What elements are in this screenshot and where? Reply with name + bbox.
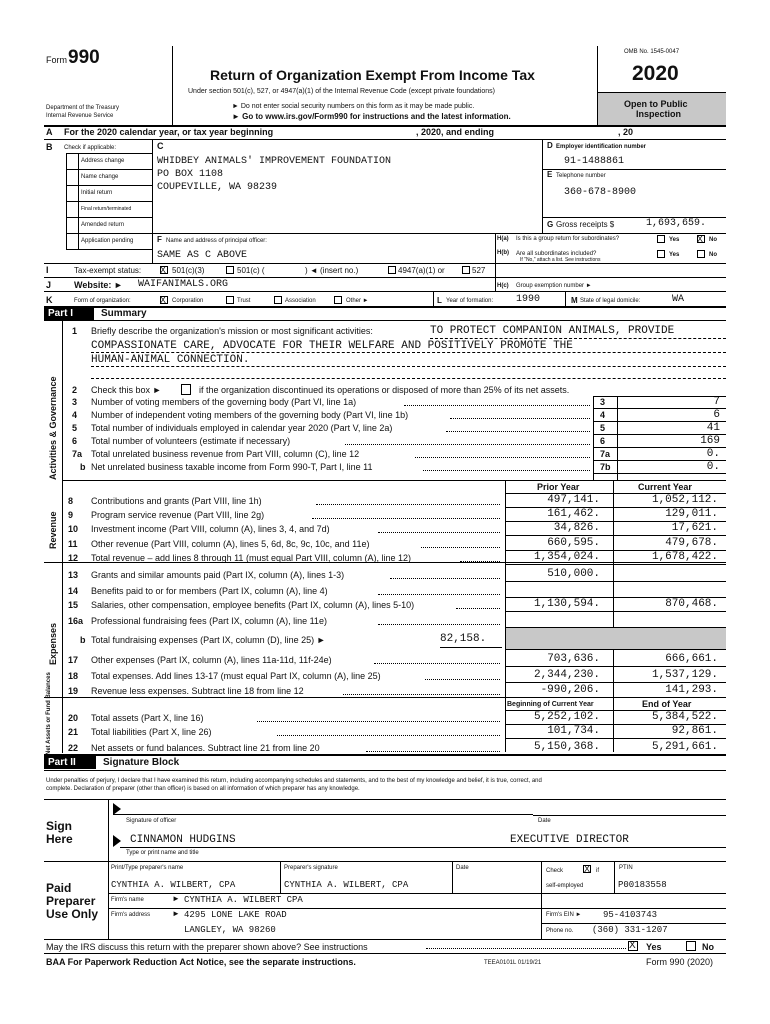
mission-line3: HUMAN-ANIMAL CONNECTION.	[91, 354, 250, 366]
officer-label: Name and address of principal officer:	[166, 238, 267, 244]
line-i-letter: I	[46, 265, 49, 275]
org-address1: PO BOX 1108	[157, 169, 224, 180]
hb-yes: Yes	[669, 252, 680, 258]
dotted-leader	[415, 457, 590, 458]
current-year-value: 479,678.	[665, 537, 718, 549]
gov-line-value: 41	[706, 422, 720, 434]
dotted-leader	[378, 594, 500, 595]
gov-line-value: 6	[713, 409, 720, 421]
line1-text: Briefly describe the organization's mission or most significant activities:	[91, 326, 373, 336]
use-only-label: Use Only	[46, 907, 99, 921]
fin-line-num: 18	[68, 671, 79, 681]
fin-line-text: Salaries, other compensation, employee benefits (Part IX, column (A), lines 5-10)	[91, 600, 415, 610]
gov-line-text: Total unrelated business revenue from Part VIII, column (C), line 12	[91, 449, 360, 459]
line2-num: 2	[72, 385, 78, 395]
fin-line-num: 17	[68, 655, 79, 665]
penalty-line2: complete. Declaration of preparer (other than officer) is based on all information of which preparer has any knowledge.	[46, 786, 360, 792]
officer-name: CINNAMON HUDGINS	[130, 834, 236, 846]
line-k-letter: K	[46, 295, 53, 305]
hb-text: Are all subordinates included?	[516, 251, 597, 257]
year-formation-label: Year of formation:	[446, 298, 494, 304]
hb-no: No	[709, 252, 717, 258]
fin-line-num: 15	[68, 600, 79, 610]
firm-name-label: Firm's name	[111, 897, 144, 903]
line-a-mid: , 2020, and ending	[416, 127, 495, 137]
current-year-value: 1,678,422.	[651, 551, 718, 563]
instruction-website: ► Go to www.irs.gov/Form990 for instructions and the latest information.	[232, 112, 511, 121]
self-employed-label: self-employed	[546, 883, 584, 889]
prior-year-value: 510,000.	[547, 568, 600, 580]
firm-addr2: LANGLEY, WA 98260	[184, 925, 276, 935]
status-527: 527	[472, 266, 486, 275]
baa-notice: BAA For Paperwork Reduction Act Notice, see the separate instructions.	[46, 957, 356, 967]
hb-label: H(b)	[497, 250, 509, 256]
current-year-value: 870,468.	[665, 598, 718, 610]
line-l-letter: L	[437, 296, 442, 305]
dotted-leader	[374, 663, 500, 664]
col-boy: Beginning of Current Year	[507, 701, 594, 708]
gov-line-num: 4	[72, 410, 78, 420]
prior-year-value: 34,826.	[553, 522, 600, 534]
line2-rest: if the organization discontinued its operations or disposed of more than 25% of its net assets.	[199, 385, 570, 395]
fin-line-num: 11	[68, 539, 78, 549]
fin-line-text: Total assets (Part X, line 16)	[91, 713, 204, 723]
footer-form: Form 990 (2020)	[646, 957, 714, 967]
check-if: if	[596, 868, 599, 874]
org-other-box[interactable]	[334, 296, 342, 304]
hc-label: H(c)	[497, 283, 509, 289]
gov-line-num: 7a	[72, 449, 83, 459]
sign-label: Sign	[46, 819, 72, 833]
gov-line-value: 0.	[706, 448, 720, 460]
fin-line-text: Other expenses (Part IX, column (A), lines 11a-11d, 11f-24e)	[91, 655, 332, 665]
gov-line-box: 3	[600, 397, 606, 407]
firm-addr1: 4295 LONE LAKE ROAD	[184, 910, 287, 920]
self-employed-mark: X	[584, 864, 591, 874]
line-j-letter: J	[46, 280, 52, 290]
status-4947-box[interactable]	[388, 266, 396, 274]
current-year-value: 129,011.	[665, 508, 718, 520]
dotted-leader	[456, 608, 500, 609]
prep-sig-header: Preparer's signature	[284, 865, 338, 871]
shaded-16b	[506, 628, 726, 649]
fin-line-text: Total revenue – add lines 8 through 11 (must equal Part VIII, column (A), line 12)	[91, 553, 412, 563]
fin-line-num: 19	[68, 686, 79, 696]
prior-year-value: 1,354,024.	[533, 551, 600, 563]
fin-line-text: Grants and similar amounts paid (Part IX, column (A), lines 1-3)	[91, 570, 345, 580]
col-prior-year: Prior Year	[537, 482, 580, 492]
gov-line-num: b	[80, 462, 86, 472]
gov-line-text: Total number of individuals employed in calendar year 2020 (Part V, line 2a)	[91, 423, 393, 433]
form-word: Form	[46, 55, 67, 65]
line-a-text: For the 2020 calendar year, or tax year beginning	[64, 127, 274, 137]
side-expenses: Expenses	[48, 622, 58, 665]
form-title: Return of Organization Exempt From Income Tax	[210, 67, 535, 83]
dotted-leader	[446, 431, 590, 432]
fin-line-text: Contributions and grants (Part VIII, line 1h)	[91, 496, 262, 506]
name-arrow-icon	[113, 835, 121, 847]
ein-value: 91-1488861	[564, 156, 625, 167]
website-value: WAIFANIMALS.ORG	[138, 279, 229, 290]
gov-line-text: Net unrelated business taxable income from Form 990-T, Part I, line 11	[91, 462, 373, 472]
line-a-end: , 20	[618, 127, 634, 137]
discuss-yes-mark: X	[629, 940, 636, 951]
side-revenue: Revenue	[48, 511, 58, 549]
col-current-year: Current Year	[638, 482, 692, 492]
gov-line-num: 3	[72, 397, 78, 407]
open-public: Open to Public	[624, 99, 688, 109]
prep-ptin: P00183558	[618, 880, 667, 890]
tax-status-label: Tax-exempt status:	[74, 266, 142, 275]
fin-line-text: Investment income (Part VIII, column (A), lines 3, 4, and 7d)	[91, 524, 330, 534]
hb-yes-box[interactable]	[657, 250, 665, 258]
mission-line2: COMPASSIONATE CARE, ADVOCATE FOR THEIR WELFARE AND POSITIVELY PROMOTE THE	[91, 340, 573, 352]
tax-year: 2020	[632, 62, 679, 85]
prep-name: CYNTHIA A. WILBERT, CPA	[111, 880, 236, 890]
gross-receipts-value: 1,693,659.	[646, 218, 707, 229]
firm-addr-label: Firm's address	[111, 912, 151, 918]
fin-line-num: 14	[68, 586, 79, 596]
part1-label: Part I	[48, 308, 74, 319]
part2-title: Signature Block	[103, 757, 180, 768]
part1-title: Summary	[101, 308, 147, 319]
here-label: Here	[46, 832, 73, 846]
fin-line-num: 8	[68, 496, 74, 506]
fin-line-text: Revenue less expenses. Subtract line 18 from line 12	[91, 686, 304, 696]
org-corporation: Corporation	[172, 298, 204, 304]
dotted-leader	[345, 444, 590, 445]
line16b-text: Total fundraising expenses (Part IX, column (D), line 25) ►	[91, 635, 326, 645]
inspection: Inspection	[636, 109, 682, 119]
current-year-value: 1,537,129.	[651, 669, 718, 681]
org-name: WHIDBEY ANIMALS' IMPROVEMENT FOUNDATION	[157, 156, 392, 167]
mission-line1: TO PROTECT COMPANION ANIMALS, PROVIDE	[430, 325, 675, 337]
fin-line-text: Program service revenue (Part VIII, line 2g)	[91, 510, 265, 520]
officer-signature-field[interactable]	[113, 803, 533, 815]
phone-value: 360-678-8900	[564, 187, 637, 198]
firm-ein-label: Firm's EIN ►	[546, 912, 582, 918]
ptin-header: PTIN	[619, 865, 633, 871]
gov-line-text: Total number of volunteers (estimate if necessary)	[91, 436, 291, 446]
omb-number: OMB No. 1545-0047	[624, 49, 680, 55]
form-code: TEEA0101L 01/19/21	[484, 960, 542, 966]
discuss-no: No	[702, 942, 714, 952]
fin-line-text: Total liabilities (Part X, line 26)	[91, 727, 212, 737]
current-year-value: 5,291,661.	[651, 741, 718, 753]
side-net-assets: Net Assets or Fund Balances	[46, 672, 52, 755]
dotted-leader	[343, 694, 500, 695]
hc-text: Group exemption number ►	[516, 283, 592, 289]
hb-no-box[interactable]	[697, 250, 705, 258]
prior-year-value: 703,636.	[547, 653, 600, 665]
current-year-value: 1,052,112.	[651, 494, 718, 506]
domicile-value: WA	[672, 294, 685, 305]
org-trust-box[interactable]	[226, 296, 234, 304]
check-final-return[interactable]: Final return/terminated	[81, 206, 132, 212]
line-a-letter: A	[46, 127, 53, 137]
dotted-leader	[450, 418, 590, 419]
status-insert: ) ◄ (insert no.)	[305, 266, 359, 275]
current-year-value: 17,621.	[671, 522, 718, 534]
org-address2: COUPEVILLE, WA 98239	[157, 182, 278, 193]
ha-no: No	[709, 237, 717, 243]
discuss-question: May the IRS discuss this return with the preparer shown above? See instructions	[46, 942, 368, 952]
firm-phone-label: Phone no.	[546, 928, 574, 934]
prior-year-value: 1,130,594.	[533, 598, 600, 610]
dotted-leader	[312, 518, 500, 519]
gov-line-box: 7b	[600, 462, 611, 472]
status-501c: 501(c) (	[237, 266, 265, 275]
gov-line-value: 7	[713, 396, 720, 408]
gov-line-box: 6	[600, 436, 606, 446]
prep-name-header: Print/Type preparer's name	[111, 865, 184, 871]
col-eoy: End of Year	[642, 699, 692, 709]
ha-yes: Yes	[669, 237, 680, 243]
prior-year-value: 161,462.	[547, 508, 600, 520]
dotted-leader	[404, 405, 591, 406]
dept-irs: Internal Revenue Service	[46, 113, 114, 119]
fin-line-num: 20	[68, 713, 79, 723]
dotted-leader	[277, 735, 501, 736]
ha-label: H(a)	[497, 236, 509, 242]
penalty-line1: Under penalties of perjury, I declare that I have examined this return, including accompanying schedules and statements, and to the best of my knowledge and belief, it is true, correct, and	[46, 778, 542, 784]
line1-num: 1	[72, 326, 78, 336]
prior-year-value: 660,595.	[547, 537, 600, 549]
check-label: Check	[546, 868, 564, 874]
prior-year-value: 2,344,230.	[533, 669, 600, 681]
check-address-change[interactable]: Address change	[81, 158, 125, 164]
status-501c-box[interactable]	[226, 266, 234, 274]
dotted-leader	[423, 470, 590, 471]
paid-label: Paid	[46, 881, 72, 895]
fin-line-num: 9	[68, 510, 74, 520]
line16b-num: b	[80, 635, 86, 645]
gov-line-value: 0.	[706, 461, 720, 473]
gov-line-text: Number of independent voting members of the governing body (Part VI, line 1b)	[91, 410, 409, 420]
gov-line-num: 6	[72, 436, 78, 446]
dotted-leader	[390, 578, 500, 579]
dotted-leader	[257, 721, 500, 722]
name-title-label: Type or print name and title	[126, 850, 199, 856]
line-b-letter: B	[46, 142, 53, 152]
gov-line-value: 169	[700, 435, 720, 447]
prior-year-value: 497,141.	[547, 494, 600, 506]
phone-label: Telephone number	[556, 173, 606, 179]
fin-line-num: 10	[68, 524, 79, 534]
line2-text: Check this box ►	[91, 385, 162, 395]
dotted-leader	[378, 532, 500, 533]
sign-date-label: Date	[538, 818, 551, 824]
check-amended-return[interactable]: Amended return	[81, 222, 125, 228]
status-527-box[interactable]	[462, 266, 470, 274]
check-name-change[interactable]: Name change	[81, 174, 119, 180]
ha-text: Is this a group return for subordinates?	[516, 236, 620, 242]
firm-phone: (360) 331-1207	[592, 925, 668, 935]
prior-year-value: 5,252,102.	[533, 711, 600, 723]
prior-year-value: -990,206.	[540, 684, 600, 696]
part2-label: Part II	[48, 757, 76, 768]
fin-line-num: 21	[68, 727, 79, 737]
prep-sig: CYNTHIA A. WILBERT, CPA	[284, 880, 409, 890]
year-formation: 1990	[516, 294, 541, 305]
fin-line-num: 22	[68, 743, 79, 753]
gov-line-box: 7a	[600, 449, 611, 459]
form-number: 990	[68, 47, 100, 68]
org-association-box[interactable]	[274, 296, 282, 304]
gov-line-num: 5	[72, 423, 78, 433]
fin-line-text: Total expenses. Add lines 13-17 (must equal Part IX, column (A), line 25)	[91, 671, 381, 681]
discuss-no-box[interactable]	[686, 941, 696, 951]
org-corporation-mark: X	[160, 295, 167, 305]
line-e-letter: E	[547, 170, 553, 179]
check-initial-return[interactable]: Initial return	[81, 190, 113, 196]
form-subtitle: Under section 501(c), 527, or 4947(a)(1) of the Internal Revenue Code (except private foundations)	[188, 88, 496, 95]
officer-title: EXECUTIVE DIRECTOR	[510, 834, 629, 846]
ha-yes-box[interactable]	[657, 235, 665, 243]
dotted-leader	[316, 504, 501, 505]
gov-line-box: 5	[600, 423, 606, 433]
dotted-leader	[366, 751, 500, 752]
fin-line-text: Net assets or fund balances. Subtract line 21 from line 20	[91, 743, 320, 753]
website-label: Website: ►	[74, 280, 123, 290]
gov-line-text: Number of voting members of the governing body (Part VI, line 1a)	[91, 397, 357, 407]
line-c-letter: C	[157, 141, 164, 151]
domicile-label: State of legal domicile:	[580, 298, 641, 304]
gross-receipts-label: Gross receipts $	[556, 220, 615, 229]
signature-label: Signature of officer	[126, 818, 177, 824]
org-trust: Trust	[237, 298, 251, 304]
prior-year-value: 5,150,368.	[533, 741, 600, 753]
ha-no-mark: X	[697, 234, 704, 244]
check-application-pending[interactable]: Application pending	[81, 238, 134, 244]
fin-line-text: Benefits paid to or for members (Part IX, column (A), line 4)	[91, 586, 328, 596]
instruction-ssn: ► Do not enter social security numbers on this form as it may be made public.	[232, 103, 475, 110]
dotted-leader	[425, 679, 500, 680]
hb-note: If "No," attach a list. See instructions	[520, 257, 601, 263]
current-year-value: 666,661.	[665, 653, 718, 665]
org-other: Other ►	[346, 298, 369, 304]
discuss-yes: Yes	[646, 942, 662, 952]
ein-label: Employer identification number	[556, 144, 647, 150]
fin-line-text: Professional fundraising fees (Part IX, column (A), line 11e)	[91, 616, 327, 626]
status-501c3: 501(c)(3)	[172, 266, 205, 275]
officer-value: SAME AS C ABOVE	[157, 250, 248, 261]
dotted-leader	[378, 624, 500, 625]
prep-date-header: Date	[456, 865, 469, 871]
line-m-letter: M	[571, 296, 578, 305]
fin-line-text: Other revenue (Part VIII, column (A), lines 5, 6d, 8c, 9c, 10c, and 11e)	[91, 539, 370, 549]
org-association: Association	[285, 298, 316, 304]
dotted-leader	[421, 547, 500, 548]
prior-year-value: 101,734.	[547, 725, 600, 737]
dept-treasury: Department of the Treasury	[46, 105, 120, 111]
fin-line-num: 16a	[68, 616, 84, 626]
status-501c3-mark: X	[160, 265, 167, 275]
fundraising-total: 82,158.	[440, 633, 487, 645]
current-year-value: 92,861.	[671, 725, 718, 737]
line-f-letter: F	[157, 235, 162, 244]
status-4947: 4947(a)(1) or	[398, 266, 445, 275]
firm-name: CYNTHIA A. WILBERT CPA	[184, 895, 303, 905]
preparer-label: Preparer	[46, 894, 96, 908]
fin-line-num: 12	[68, 553, 79, 563]
gov-line-box: 4	[600, 410, 606, 420]
current-year-value: 141,293.	[665, 684, 718, 696]
line-g-letter: G	[547, 220, 554, 229]
line-d-letter: D	[547, 141, 553, 150]
form-of-org-label: Form of organization:	[74, 298, 131, 304]
firm-ein: 95-4103743	[603, 910, 658, 920]
fin-line-num: 13	[68, 570, 79, 580]
line16b-underline	[440, 647, 502, 648]
side-activities: Activities & Governance	[48, 376, 58, 480]
line-b-text: Check if applicable:	[64, 145, 117, 151]
discontinued-box[interactable]	[181, 384, 191, 395]
current-year-value: 5,384,522.	[651, 711, 718, 723]
